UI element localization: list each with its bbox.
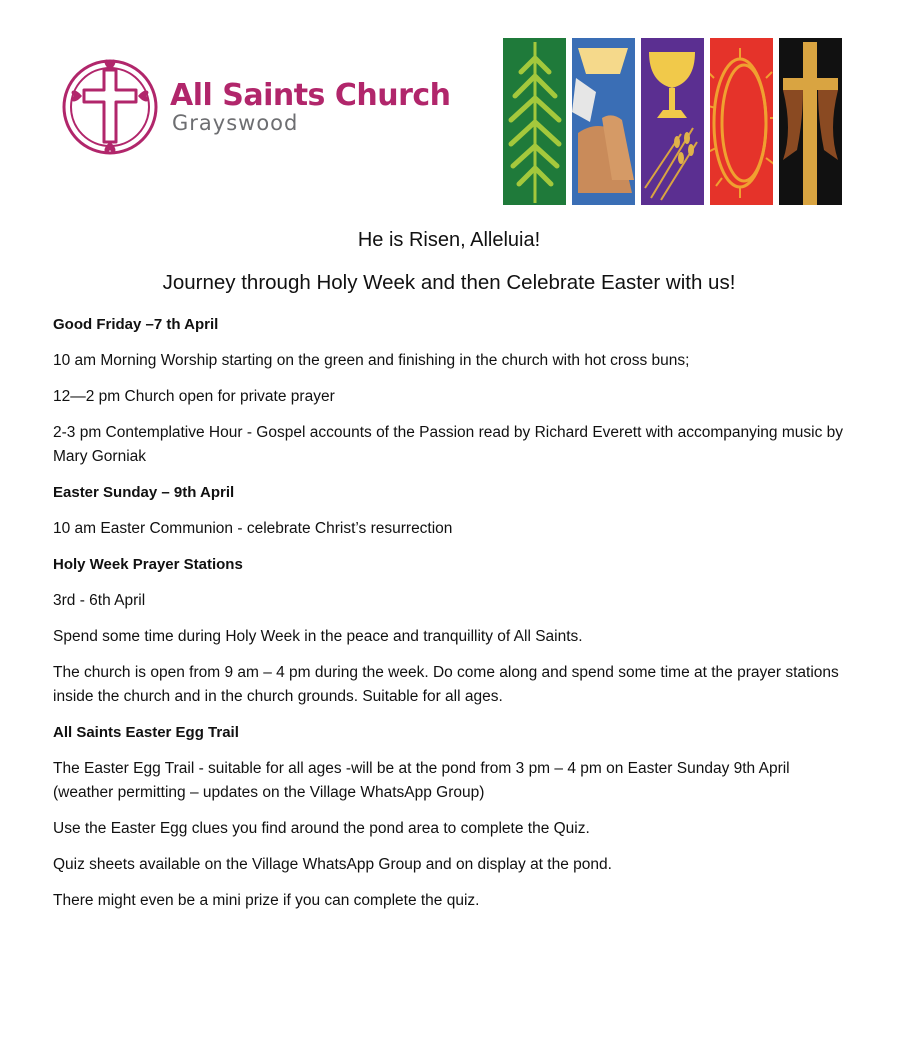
cross-icon [779, 38, 842, 205]
paragraph: Quiz sheets available on the Village WhatsApp Group and on display at the pond. [53, 856, 612, 873]
church-logo [60, 52, 451, 162]
paragraph: 2-3 pm Contemplative Hour - Gospel accounts of the Passion read by Richard Everett with accompanying music by Mary Gorniak [53, 424, 844, 465]
holy-week-banners [503, 38, 842, 205]
event-details [53, 313, 853, 925]
chalice-wheat-icon [641, 38, 704, 205]
section-heading: Holy Week Prayer Stations [53, 556, 243, 573]
church-name: All Saints Church [170, 78, 451, 113]
paragraph: The Easter Egg Trail - suitable for all ages -will be at the pond from 3 pm – 4 pm on Easter Sunday 9th April (weather permitting – updates on the Village WhatsApp Group) [53, 760, 790, 801]
paragraph: 3rd - 6th April [53, 592, 146, 609]
paragraph: There might even be a mini prize if you can complete the quiz. [53, 892, 480, 909]
church-emblem-icon [60, 52, 164, 162]
crown-of-thorns-icon [710, 38, 773, 205]
palm-leaf-icon [503, 38, 566, 205]
headline-risen: He is Risen, Alleluia! [357, 229, 541, 251]
paragraph: Use the Easter Egg clues you find around the pond area to complete the Quiz. [53, 820, 590, 837]
section-heading: Good Friday –7 th April [53, 316, 219, 333]
paragraph: 12—2 pm Church open for private prayer [53, 388, 335, 405]
paragraph: Spend some time during Holy Week in the peace and tranquillity of All Saints. [53, 628, 583, 645]
paragraph: 10 am Morning Worship starting on the green and finishing in the church with hot cross buns; [53, 352, 690, 369]
section-heading: All Saints Easter Egg Trail [53, 724, 239, 741]
paragraph: 10 am Easter Communion - celebrate Christ’s resurrection [53, 520, 453, 537]
feet-washing-icon [572, 38, 635, 205]
paragraph: The church is open from 9 am – 4 pm during the week. Do come along and spend some time at the prayer stations inside the church and in the church grounds. Suitable for all ages. [53, 664, 839, 705]
church-location: Grayswood [172, 111, 299, 135]
section-heading: Easter Sunday – 9th April [53, 484, 235, 501]
headline-journey: Journey through Holy Week and then Celebrate Easter with us! [162, 271, 736, 294]
